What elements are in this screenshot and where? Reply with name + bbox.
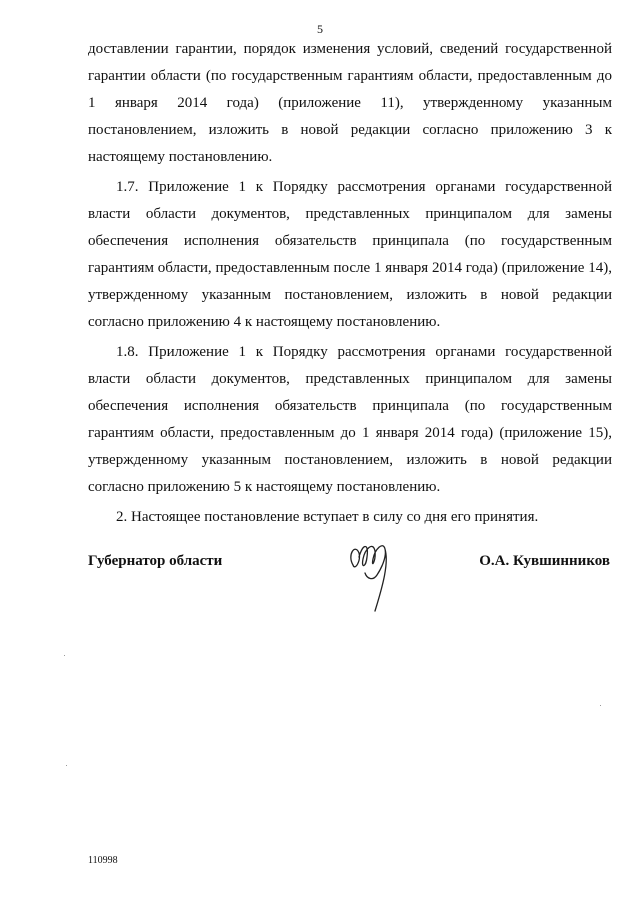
document-code: 110998 [88, 855, 118, 866]
paragraph-continuation: доставлении гарантии, порядок изменения условий, сведений государственной гарантии области (по государственным гарантиям области, предоставленным до 1 января 2014 года) (приложение 11), утвержденному указанным постановлением, изложить в новой редакции согласно приложению 3 к настоящему постановлению. [88, 41, 612, 165]
paragraph-1-8: 1.8. Приложение 1 к Порядку рассмотрения органами государственной власти области документов, представленных принципалом для замены обеспечения исполнения обязательств принципала (по государственным гарантиям области, предоставленным до 1 января 2014 года) (приложение 15), утвержденному указанным постановлением, изложить в новой редакции согласно приложению 5 к настоящему постановлению. [88, 344, 612, 495]
page-number: 5 [317, 22, 323, 36]
handwritten-signature [345, 535, 405, 615]
signatory-position: Губернатор области [88, 553, 223, 569]
paragraph-1-7: 1.7. Приложение 1 к Порядку рассмотрения органами государственной власти области документов, представленных принципалом для замены обеспечения исполнения обязательств принципала (по государственным гарантиям области, предоставленным после 1 января 2014 года) (приложение 14), утвержденному указанным постановлением, изложить в новой редакции согласно приложению 4 к настоящему постановлению. [88, 179, 612, 330]
scan-speck [66, 765, 67, 766]
scan-speck [64, 655, 65, 656]
scan-speck [600, 705, 601, 706]
paragraph-2: 2. Настоящее постановление вступает в силу со дня его принятия. [116, 509, 539, 525]
signatory-name: О.А. Кувшинников [479, 553, 610, 569]
document-body [88, 36, 612, 531]
